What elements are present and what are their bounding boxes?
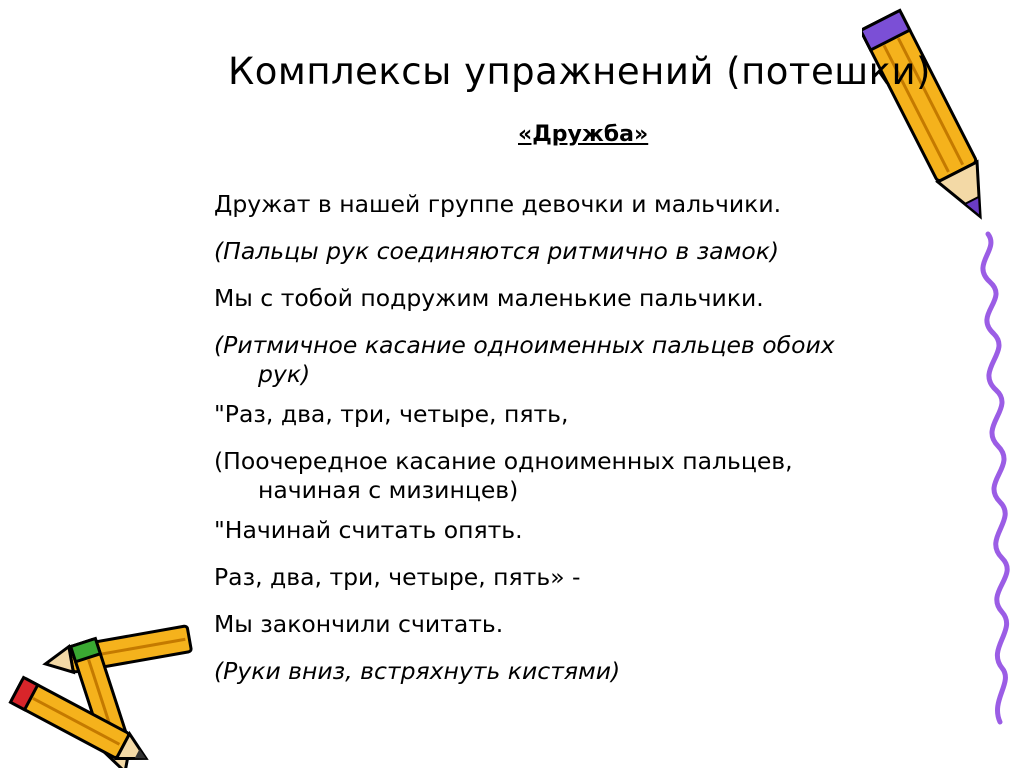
poem-instruction: (Руки вниз, встряхнуть кистями) [214,657,621,685]
squiggle-line [960,230,1024,730]
poem-line: Раз, два, три, четыре, пять» - [214,563,581,591]
page-title: Комплексы упражнений (потешки) [228,50,931,93]
poem-instruction: (Ритмичное касание одноименных пальцев обоих рук) [214,331,835,388]
poem-body [214,190,894,704]
poem-line: "Раз, два, три, четыре, пять, [214,400,569,428]
poem-instruction: (Поочередное касание одноименных пальцев, начиная с мизинцев) [214,447,793,504]
poem-instruction: (Пальцы рук соединяются ритмично в замок) [214,237,780,265]
poem-line: Мы закончили считать. [214,610,504,638]
pencils-icon [0,618,210,768]
poem-line: "Начинай считать опять. [214,516,523,544]
poem-line: Дружат в нашей группе девочки и мальчики. [214,190,782,218]
poem-line: Мы с тобой подружим маленькие пальчики. [214,284,764,312]
poem-title: «Дружба» [518,122,649,147]
